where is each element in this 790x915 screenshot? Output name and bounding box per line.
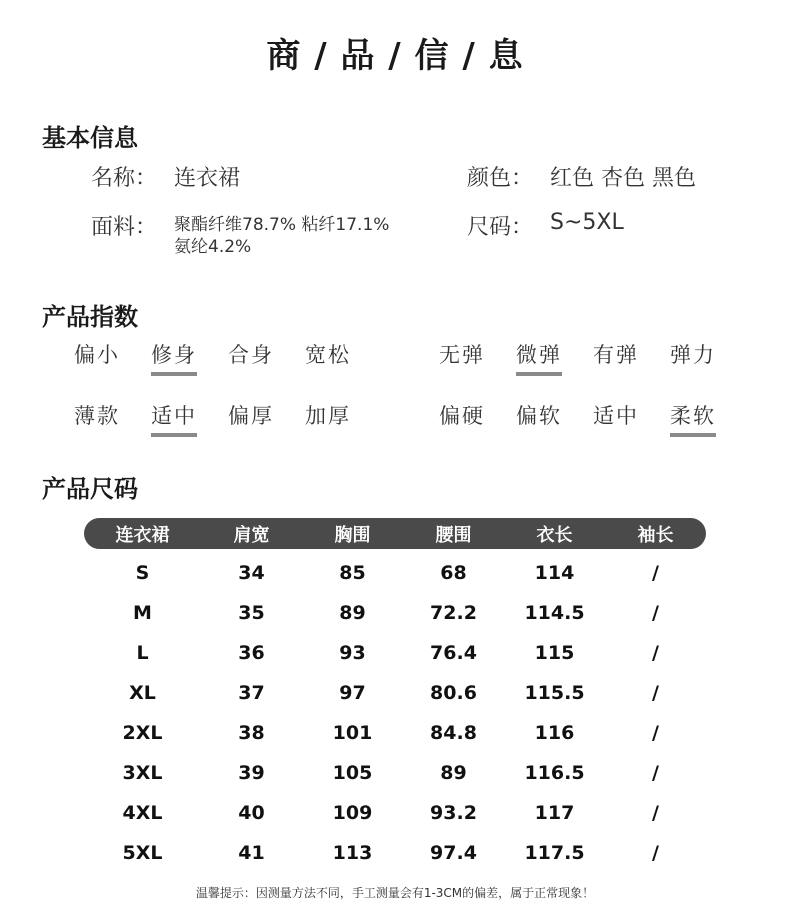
size-value: S~5XL	[550, 210, 624, 235]
table-row	[84, 593, 706, 633]
page-title: 商 / 品 / 信 / 息	[266, 36, 524, 76]
table-cell: 80.6	[430, 682, 477, 704]
table-row	[84, 553, 706, 593]
table-cell: 89	[339, 602, 366, 624]
table-row	[84, 833, 706, 873]
index-option: 加厚	[305, 404, 351, 428]
table-cell: 37	[238, 682, 265, 704]
table-cell: 4XL	[122, 802, 163, 824]
table-cell: 97	[339, 682, 366, 704]
table-cell: 5XL	[122, 842, 163, 864]
table-cell: /	[652, 682, 659, 704]
table-cell: 40	[238, 802, 265, 824]
index-option: 微弹	[516, 339, 562, 376]
table-cell: 116	[534, 722, 575, 744]
table-cell: 113	[332, 842, 373, 864]
table-cell: 41	[238, 842, 265, 864]
table-cell: XL	[129, 682, 156, 704]
table-cell: 93.2	[430, 802, 477, 824]
column-header: 肩宽	[233, 524, 270, 546]
table-cell: /	[652, 602, 659, 624]
index-option: 无弹	[439, 343, 485, 367]
table-cell: 114.5	[524, 602, 585, 624]
table-cell: 93	[339, 642, 366, 664]
table-row	[84, 633, 706, 673]
table-cell: 89	[440, 762, 467, 784]
table-cell: 115.5	[524, 682, 585, 704]
table-cell: 38	[238, 722, 265, 744]
fabric-label: 面料：	[91, 215, 158, 240]
column-header: 袖长	[637, 524, 674, 546]
index-option: 适中	[151, 400, 197, 437]
section-heading-product-index: 产品指数	[42, 303, 138, 331]
column-header: 胸围	[334, 524, 371, 546]
table-cell: S	[135, 562, 150, 584]
table-cell: /	[652, 722, 659, 744]
table-cell: L	[136, 642, 149, 664]
index-option: 适中	[593, 404, 639, 428]
measurement-note: 温馨提示：因测量方法不同，手工测量会有1-3CM的偏差，属于正常现象！	[195, 886, 595, 900]
size-table-header	[84, 518, 706, 549]
column-header: 腰围	[435, 524, 472, 546]
index-option: 偏硬	[439, 404, 485, 428]
table-cell: 72.2	[430, 602, 477, 624]
table-cell: /	[652, 562, 659, 584]
index-option: 弹力	[670, 343, 716, 367]
table-cell: 114	[534, 562, 575, 584]
table-cell: 36	[238, 642, 265, 664]
table-cell: 84.8	[430, 722, 477, 744]
index-option: 修身	[151, 339, 197, 376]
fabric-value-line2: 氨纶4.2%	[174, 237, 252, 257]
table-cell: M	[133, 602, 152, 624]
table-cell: 3XL	[122, 762, 163, 784]
table-cell: 39	[238, 762, 265, 784]
table-cell: 85	[339, 562, 366, 584]
index-option: 宽松	[305, 343, 351, 367]
table-row	[84, 793, 706, 833]
index-option: 偏软	[516, 404, 562, 428]
table-row	[84, 753, 706, 793]
table-cell: 109	[332, 802, 373, 824]
column-header: 连衣裙	[115, 524, 170, 546]
section-heading-basic-info: 基本信息	[42, 124, 138, 152]
index-option: 偏厚	[228, 404, 274, 428]
table-cell: 2XL	[122, 722, 163, 744]
table-row	[84, 673, 706, 713]
color-value: 红色 杏色 黑色	[550, 166, 696, 191]
index-option: 偏小	[74, 343, 120, 367]
table-cell: 117	[534, 802, 575, 824]
table-cell: 68	[440, 562, 467, 584]
table-cell: /	[652, 802, 659, 824]
table-cell: /	[652, 642, 659, 664]
color-label: 颜色：	[467, 166, 534, 191]
index-option: 有弹	[593, 343, 639, 367]
index-option: 薄款	[74, 404, 120, 428]
table-cell: 101	[332, 722, 373, 744]
name-value: 连衣裙	[174, 166, 241, 191]
size-label: 尺码：	[467, 215, 534, 240]
index-option: 合身	[228, 343, 274, 367]
fabric-value-line1: 聚酯纤维78.7% 粘纤17.1%	[174, 215, 390, 235]
table-cell: 97.4	[430, 842, 477, 864]
table-cell: 105	[332, 762, 373, 784]
index-option: 柔软	[670, 400, 716, 437]
table-cell: 35	[238, 602, 265, 624]
table-row	[84, 713, 706, 753]
table-cell: 115	[534, 642, 575, 664]
name-label: 名称：	[91, 166, 158, 191]
table-cell: 76.4	[430, 642, 477, 664]
table-cell: 116.5	[524, 762, 585, 784]
column-header: 衣长	[536, 524, 573, 546]
table-cell: /	[652, 762, 659, 784]
table-cell: /	[652, 842, 659, 864]
section-heading-size-chart: 产品尺码	[42, 475, 138, 503]
table-cell: 117.5	[524, 842, 585, 864]
table-cell: 34	[238, 562, 265, 584]
